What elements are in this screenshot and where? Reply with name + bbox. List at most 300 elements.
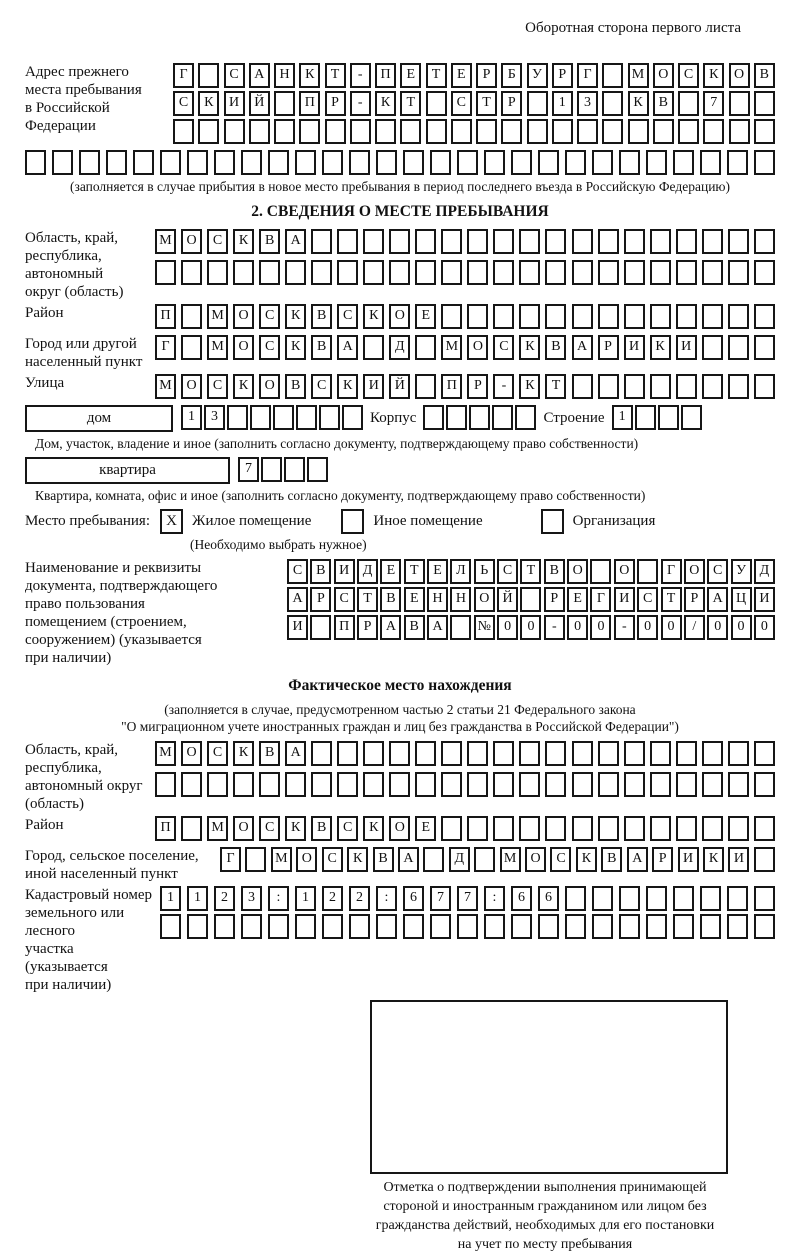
char-cell: [624, 229, 645, 254]
district-field: [25, 304, 775, 332]
region-row-2: [155, 260, 775, 285]
char-cell: [673, 886, 694, 911]
char-cell: [519, 772, 540, 797]
char-cell: С: [637, 587, 658, 612]
char-cell: [545, 304, 566, 329]
char-cell: Д: [449, 847, 470, 872]
char-cell: О: [389, 304, 410, 329]
char-cell: [349, 914, 370, 939]
char-cell: 1: [181, 405, 202, 430]
char-cell: [624, 304, 645, 329]
char-cell: [423, 847, 444, 872]
char-cell: [515, 405, 536, 430]
char-cell: К: [285, 335, 306, 360]
char-cell: 0: [754, 615, 775, 640]
fact-region-label: [25, 741, 155, 813]
text-line: стороной и иностранным гражданином или лицом без: [383, 1199, 707, 1214]
char-cell: [493, 229, 514, 254]
text-line: на учет по месту пребывания: [457, 1237, 633, 1252]
char-cell: [337, 260, 358, 285]
char-cell: [624, 816, 645, 841]
apartment-caption: Квартира, комната, офис и иное (заполнить согласно документу, подтверждающему право собственности): [35, 488, 646, 503]
char-cell: [754, 260, 775, 285]
stroenie-label: Строение: [543, 410, 605, 426]
fact-region-row-1: [155, 741, 775, 766]
char-cell: М: [628, 63, 649, 88]
char-cell: [572, 260, 593, 285]
char-cell: [628, 119, 649, 144]
char-cell: К: [628, 91, 649, 116]
confirmation-mark-box: [370, 1000, 728, 1174]
char-cell: [415, 229, 436, 254]
char-cell: Р: [544, 587, 565, 612]
char-cell: [325, 119, 346, 144]
char-cell: [173, 119, 194, 144]
char-cell: В: [653, 91, 674, 116]
char-cell: [389, 260, 410, 285]
house-number-cells: [181, 405, 363, 430]
char-cell: [650, 816, 671, 841]
district-row: [155, 304, 775, 329]
char-cell: [268, 150, 289, 175]
char-cell: [363, 229, 384, 254]
house-row: [25, 405, 775, 432]
char-cell: С: [451, 91, 472, 116]
char-cell: [658, 405, 679, 430]
text-line: республика,: [25, 760, 102, 776]
char-cell: [25, 150, 46, 175]
char-cell: [259, 772, 280, 797]
char-cell: П: [334, 615, 355, 640]
char-cell: И: [754, 587, 775, 612]
char-cell: [181, 816, 202, 841]
char-cell: [467, 229, 488, 254]
section2-title: 2. СВЕДЕНИЯ О МЕСТЕ ПРЕБЫВАНИЯ: [251, 203, 549, 220]
char-cell: [241, 914, 262, 939]
char-cell: [389, 229, 410, 254]
char-cell: Г: [220, 847, 241, 872]
char-cell: [646, 886, 667, 911]
char-cell: Д: [357, 559, 378, 584]
text-line: помещением (строением,: [25, 614, 187, 630]
char-cell: [319, 405, 340, 430]
char-cell: Р: [501, 91, 522, 116]
char-cell: [635, 405, 656, 430]
text-line: Адрес прежнего: [25, 64, 129, 80]
char-cell: [441, 229, 462, 254]
char-cell: О: [296, 847, 317, 872]
char-cell: Г: [590, 587, 611, 612]
apartment-cells: [238, 457, 328, 482]
text-line: Отметка о подтверждении выполнения принимающей: [383, 1180, 707, 1195]
char-cell: Б: [501, 63, 522, 88]
char-cell: [441, 741, 462, 766]
char-cell: [728, 260, 749, 285]
char-cell: Й: [389, 374, 410, 399]
char-cell: [415, 374, 436, 399]
char-cell: [268, 914, 289, 939]
char-cell: Т: [400, 91, 421, 116]
confirmation-mark-caption: [325, 1178, 765, 1254]
char-cell: 1: [552, 91, 573, 116]
char-cell: [650, 260, 671, 285]
char-cell: П: [375, 63, 396, 88]
char-cell: К: [703, 847, 724, 872]
char-cell: [415, 335, 436, 360]
char-cell: А: [285, 229, 306, 254]
char-cell: [415, 741, 436, 766]
char-cell: [363, 335, 384, 360]
char-cell: [676, 229, 697, 254]
char-cell: [450, 615, 471, 640]
char-cell: [241, 150, 262, 175]
char-cell: М: [207, 816, 228, 841]
korpus-label: Корпус: [370, 410, 417, 426]
char-cell: [700, 914, 721, 939]
char-cell: К: [519, 335, 540, 360]
char-cell: [187, 150, 208, 175]
char-cell: Л: [450, 559, 471, 584]
char-cell: С: [337, 304, 358, 329]
char-cell: 0: [637, 615, 658, 640]
char-cell: №: [474, 615, 495, 640]
char-cell: Т: [545, 374, 566, 399]
char-cell: [511, 914, 532, 939]
char-cell: 0: [707, 615, 728, 640]
char-cell: [598, 374, 619, 399]
char-cell: А: [249, 63, 270, 88]
char-cell: [676, 772, 697, 797]
char-cell: [181, 335, 202, 360]
char-cell: [538, 150, 559, 175]
char-cell: [52, 150, 73, 175]
char-cell: [598, 816, 619, 841]
text-line: места пребывания: [25, 82, 142, 98]
fact-city-field: [25, 847, 775, 883]
char-cell: О: [474, 587, 495, 612]
char-cell: [249, 119, 270, 144]
char-cell: [728, 335, 749, 360]
checkbox-residential: X: [160, 509, 183, 534]
char-cell: И: [363, 374, 384, 399]
char-cell: [233, 772, 254, 797]
char-cell: С: [173, 91, 194, 116]
char-cell: [754, 816, 775, 841]
char-cell: [181, 304, 202, 329]
text-line: автономный: [25, 266, 104, 282]
char-cell: К: [285, 304, 306, 329]
char-cell: Т: [426, 63, 447, 88]
char-cell: [702, 816, 723, 841]
char-cell: В: [544, 559, 565, 584]
char-cell: Е: [567, 587, 588, 612]
char-cell: И: [678, 847, 699, 872]
stroenie-cells: [612, 405, 702, 430]
char-cell: В: [380, 587, 401, 612]
char-cell: А: [572, 335, 593, 360]
char-cell: К: [233, 229, 254, 254]
char-cell: К: [650, 335, 671, 360]
document-rows: [287, 559, 775, 643]
char-cell: [299, 119, 320, 144]
checkbox-other-premises: [341, 509, 364, 534]
char-cell: [673, 150, 694, 175]
text-line: при наличии): [25, 977, 112, 993]
char-cell: [700, 150, 721, 175]
stay-type-row: [25, 509, 775, 534]
char-cell: [493, 304, 514, 329]
char-cell: [754, 150, 775, 175]
char-cell: [310, 615, 331, 640]
text-line: Город или другой: [25, 336, 137, 352]
char-cell: С: [207, 741, 228, 766]
char-cell: Р: [310, 587, 331, 612]
char-cell: С: [259, 304, 280, 329]
char-cell: [728, 374, 749, 399]
char-cell: [511, 150, 532, 175]
confirmation-mark-area: [25, 1000, 775, 1254]
option-other-premises-label: Иное помещение: [373, 513, 483, 529]
char-cell: И: [614, 587, 635, 612]
char-cell: 6: [511, 886, 532, 911]
char-cell: [469, 405, 490, 430]
char-cell: У: [527, 63, 548, 88]
char-cell: [527, 119, 548, 144]
char-cell: Р: [325, 91, 346, 116]
char-cell: В: [259, 741, 280, 766]
char-cell: К: [347, 847, 368, 872]
char-cell: [363, 741, 384, 766]
char-cell: [441, 304, 462, 329]
char-cell: 7: [238, 457, 259, 482]
region-field: [25, 229, 775, 301]
text-line: сооружением) (указывается: [25, 632, 202, 648]
char-cell: [187, 914, 208, 939]
char-cell: [400, 119, 421, 144]
char-cell: И: [624, 335, 645, 360]
char-cell: [207, 260, 228, 285]
char-cell: [545, 260, 566, 285]
char-cell: [728, 741, 749, 766]
char-cell: О: [181, 229, 202, 254]
char-cell: А: [380, 615, 401, 640]
char-cell: П: [155, 816, 176, 841]
text-line: Федерации: [25, 118, 96, 134]
char-cell: [322, 914, 343, 939]
prev-address-field: [25, 63, 775, 147]
char-cell: В: [404, 615, 425, 640]
char-cell: 1: [160, 886, 181, 911]
char-cell: [545, 816, 566, 841]
char-cell: [363, 772, 384, 797]
char-cell: 1: [295, 886, 316, 911]
char-cell: С: [337, 816, 358, 841]
char-cell: [311, 260, 332, 285]
char-cell: О: [181, 741, 202, 766]
char-cell: [295, 914, 316, 939]
char-cell: О: [729, 63, 750, 88]
char-cell: К: [299, 63, 320, 88]
text-line: иной населенный пункт: [25, 866, 178, 882]
char-cell: -: [350, 63, 371, 88]
char-cell: [295, 150, 316, 175]
cadastral-field: [25, 886, 775, 994]
char-cell: [702, 260, 723, 285]
char-cell: Н: [274, 63, 295, 88]
char-cell: [441, 772, 462, 797]
checkbox-organization: [541, 509, 564, 534]
char-cell: И: [334, 559, 355, 584]
char-cell: О: [684, 559, 705, 584]
city-row: [155, 335, 775, 360]
text-line: право пользования: [25, 596, 145, 612]
char-cell: С: [497, 559, 518, 584]
char-cell: В: [311, 816, 332, 841]
char-cell: Д: [754, 559, 775, 584]
char-cell: Т: [520, 559, 541, 584]
char-cell: [602, 119, 623, 144]
char-cell: [376, 150, 397, 175]
char-cell: [646, 150, 667, 175]
char-cell: 2: [214, 886, 235, 911]
char-cell: Г: [661, 559, 682, 584]
text-line: округ (область): [25, 284, 124, 300]
char-cell: [467, 741, 488, 766]
char-cell: [729, 119, 750, 144]
char-cell: [754, 229, 775, 254]
char-cell: [227, 405, 248, 430]
char-cell: [224, 119, 245, 144]
char-cell: -: [614, 615, 635, 640]
char-cell: 0: [590, 615, 611, 640]
char-cell: Р: [467, 374, 488, 399]
char-cell: [619, 886, 640, 911]
char-cell: [702, 374, 723, 399]
char-cell: [519, 304, 540, 329]
char-cell: -: [493, 374, 514, 399]
char-cell: [572, 304, 593, 329]
char-cell: В: [259, 229, 280, 254]
char-cell: Т: [357, 587, 378, 612]
char-cell: Т: [661, 587, 682, 612]
char-cell: С: [207, 374, 228, 399]
prev-address-row-2: [173, 91, 775, 116]
char-cell: 3: [241, 886, 262, 911]
prev-address-row-4: [25, 150, 775, 175]
char-cell: 0: [567, 615, 588, 640]
char-cell: [598, 229, 619, 254]
char-cell: Е: [427, 559, 448, 584]
text-line: Город, сельское поселение,: [25, 848, 199, 864]
text-line: Область, край,: [25, 230, 119, 246]
char-cell: И: [224, 91, 245, 116]
fact-title: Фактическое место нахождения: [288, 677, 512, 694]
street-label: Улица: [25, 375, 65, 391]
char-cell: В: [311, 335, 332, 360]
fact-district-row: [155, 816, 775, 841]
char-cell: [598, 772, 619, 797]
char-cell: [311, 229, 332, 254]
korpus-cells: [423, 405, 536, 430]
char-cell: [296, 405, 317, 430]
char-cell: [375, 119, 396, 144]
document-row-3: [287, 615, 775, 640]
text-line: (заполняется в случае, предусмотренном частью 2 статьи 21 Федерального закона: [164, 702, 636, 717]
char-cell: :: [268, 886, 289, 911]
char-cell: [214, 914, 235, 939]
char-cell: [426, 91, 447, 116]
prev-address-label: [25, 63, 173, 135]
char-cell: [430, 914, 451, 939]
city-label: [25, 335, 155, 371]
char-cell: [474, 847, 495, 872]
char-cell: [624, 772, 645, 797]
char-cell: [403, 914, 424, 939]
char-cell: [484, 914, 505, 939]
fact-district-label: Район: [25, 817, 64, 833]
document-row-1: [287, 559, 775, 584]
char-cell: Е: [400, 63, 421, 88]
char-cell: П: [155, 304, 176, 329]
city-field: [25, 335, 775, 371]
char-cell: [198, 63, 219, 88]
char-cell: [467, 304, 488, 329]
cadastral-label: [25, 886, 160, 994]
char-cell: [676, 260, 697, 285]
char-cell: В: [285, 374, 306, 399]
char-cell: Н: [450, 587, 471, 612]
char-cell: [342, 405, 363, 430]
char-cell: С: [259, 335, 280, 360]
char-cell: [363, 260, 384, 285]
char-cell: О: [389, 816, 410, 841]
char-cell: [565, 150, 586, 175]
text-line: Наименование и реквизиты: [25, 560, 202, 576]
char-cell: [451, 119, 472, 144]
char-cell: В: [601, 847, 622, 872]
char-cell: [592, 914, 613, 939]
char-cell: [181, 772, 202, 797]
char-cell: [624, 260, 645, 285]
char-cell: [501, 119, 522, 144]
char-cell: В: [545, 335, 566, 360]
char-cell: М: [207, 335, 228, 360]
char-cell: О: [525, 847, 546, 872]
char-cell: К: [233, 374, 254, 399]
char-cell: 0: [661, 615, 682, 640]
char-cell: О: [614, 559, 635, 584]
fact-district-field: [25, 816, 775, 844]
char-cell: [493, 772, 514, 797]
char-cell: [702, 229, 723, 254]
char-cell: [389, 772, 410, 797]
char-cell: [519, 229, 540, 254]
char-cell: [389, 741, 410, 766]
header-note: Оборотная сторона первого листа: [525, 20, 741, 36]
char-cell: С: [493, 335, 514, 360]
char-cell: [155, 772, 176, 797]
prev-address-rows: [173, 63, 775, 147]
cadastral-row-1: [160, 886, 775, 911]
char-cell: М: [441, 335, 462, 360]
apartment-row: [25, 457, 775, 484]
char-cell: 0: [731, 615, 752, 640]
char-cell: Р: [357, 615, 378, 640]
char-cell: [572, 374, 593, 399]
char-cell: [545, 772, 566, 797]
region-label: [25, 229, 155, 301]
fact-region-rows: [155, 741, 775, 800]
